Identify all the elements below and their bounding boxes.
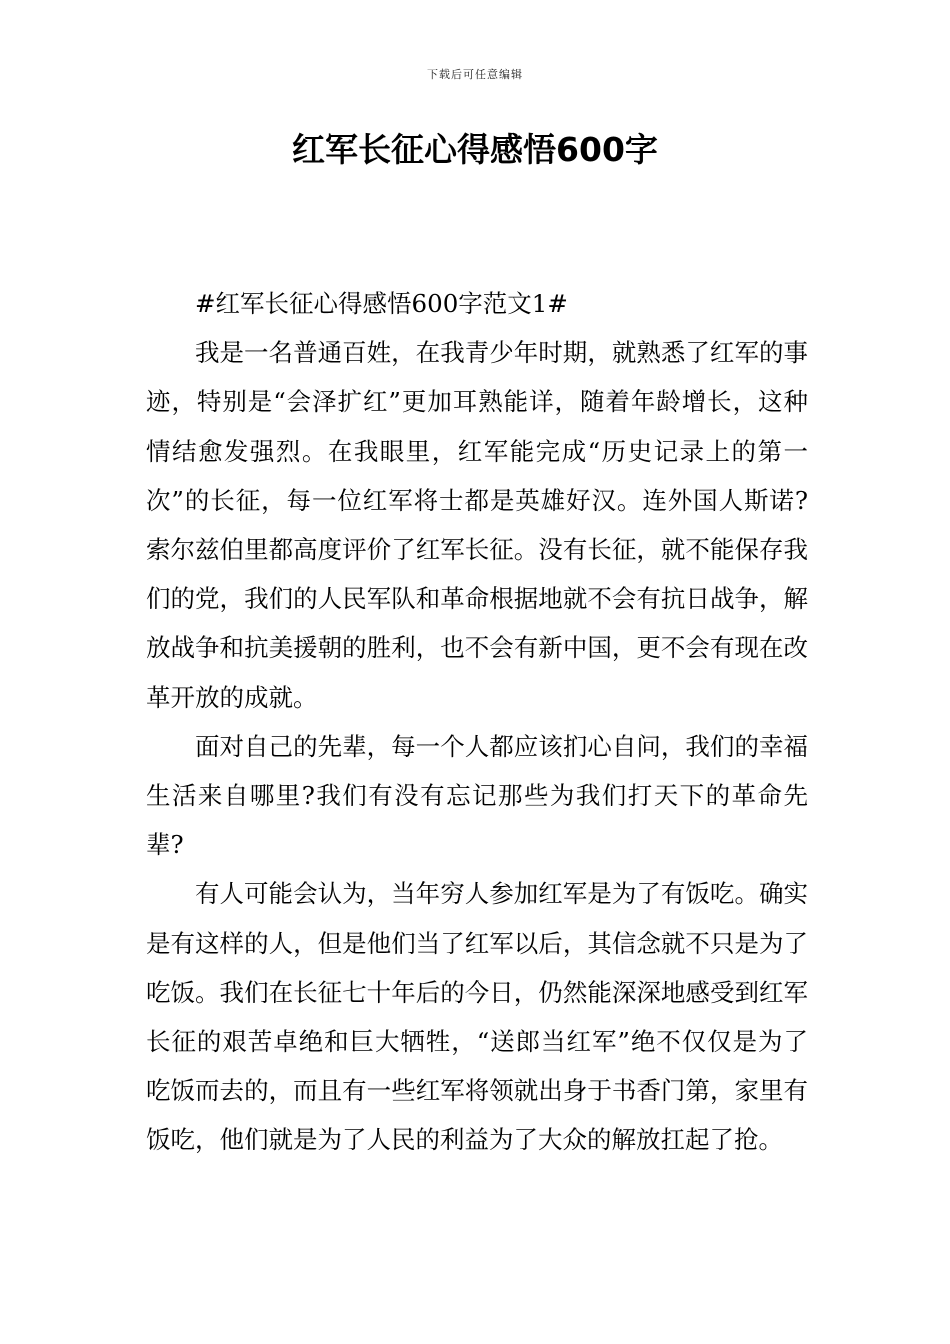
- paragraph: 有人可能会认为，当年穷人参加红军是为了有饭吃。确实是有这样的人，但是他们当了红军以后，其信念就不只是为了吃饭。我们在长征七十年后的今日，仍然能深深地感受到红军长征的艰苦卓绝和巨大牺牲，“送郎当红军”绝不仅仅是为了吃饭而去的，而且有一些红军将领就出身于书香门第，家里有饭吃，他们就是为了人民的利益为了大众的解放扛起了抢。: [146, 879, 808, 1155]
- header-note: 下载后可任意编辑: [427, 68, 523, 81]
- paragraph: 我是一名普通百姓，在我青少年时期，就熟悉了红军的事迹，特别是“会泽扩红”更加耳熟能详，随着年龄增长，这种情结愈发强烈。在我眼里，红军能完成“历史记录上的第一次”的长征，每一位红军将士都是英雄好汉。连外国人斯诺?索尔兹伯里都高度评价了红军长征。没有长征，就不能保存我们的党，我们的人民军队和革命根据地就不会有抗日战争，解放战争和抗美援朝的胜利，也不会有新中国，更不会有现在改革开放的成就。: [146, 338, 808, 712]
- paragraph: 面对自己的先辈，每一个人都应该扪心自问，我们的幸福生活来自哪里?我们有没有忘记那些为我们打天下的革命先辈?: [146, 731, 808, 860]
- document-title: 红军长征心得感悟600字: [292, 130, 658, 169]
- document-body: [146, 279, 808, 1165]
- section-heading: #红军长征心得感悟600字范文1#: [195, 289, 568, 318]
